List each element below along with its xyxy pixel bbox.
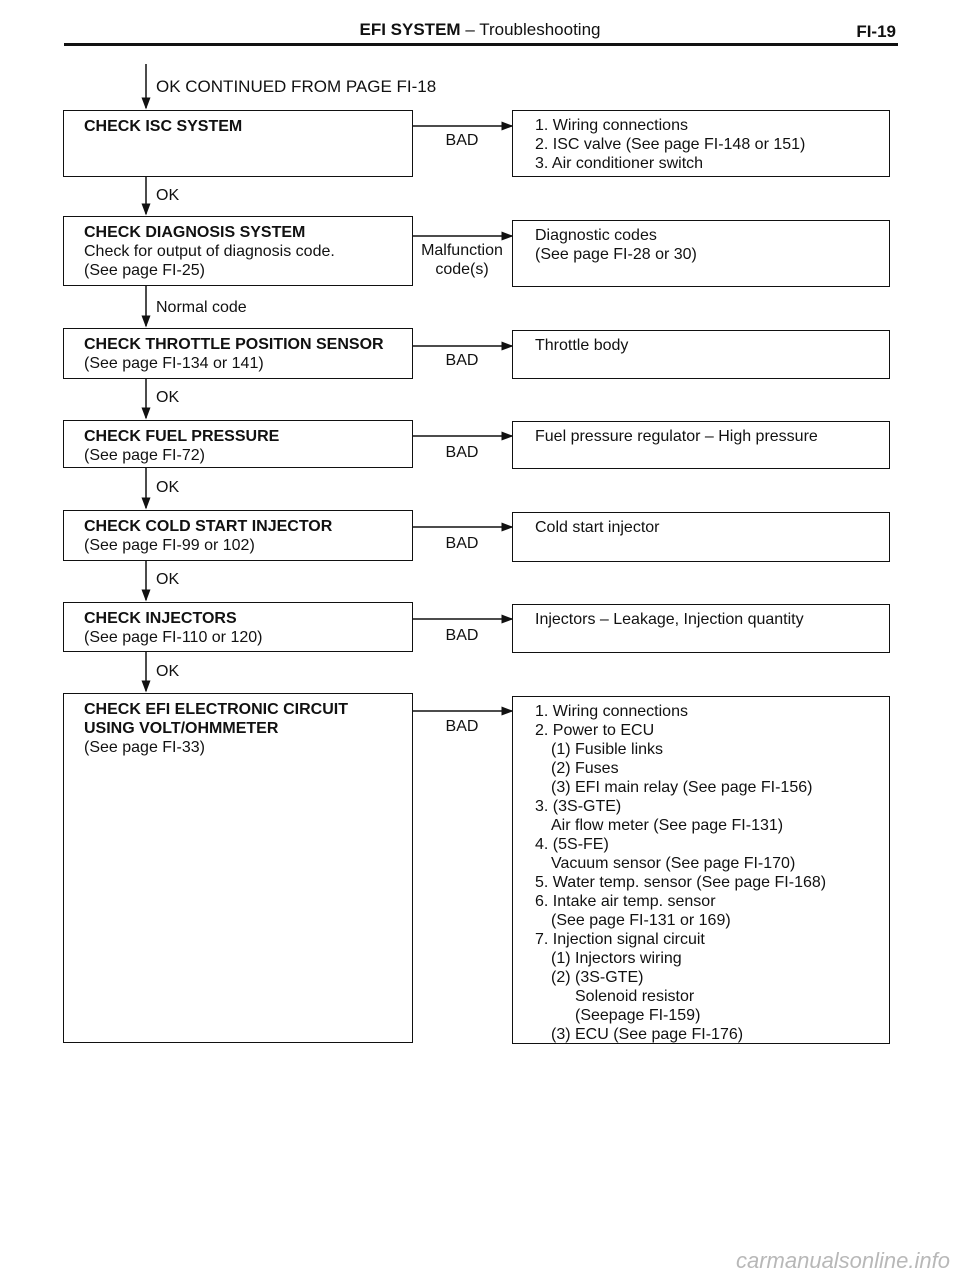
result-line: (2) (3S-GTE) bbox=[551, 969, 644, 986]
result-line: (3) EFI main relay (See page FI-156) bbox=[551, 779, 813, 796]
connector-label: OK bbox=[156, 187, 180, 204]
result-line: 2. Power to ECU bbox=[535, 722, 655, 739]
result-line: 1. Wiring connections bbox=[535, 117, 688, 134]
result-line: 6. Intake air temp. sensor bbox=[535, 893, 716, 910]
check-title: CHECK INJECTORS bbox=[84, 610, 237, 627]
check-injectors bbox=[63, 602, 413, 652]
result-line: Vacuum sensor (See page FI-170) bbox=[551, 855, 796, 872]
branch-label: BAD bbox=[445, 444, 479, 461]
result-line: 3. Air conditioner switch bbox=[535, 155, 704, 172]
result-fuel-pressure-regulator bbox=[512, 421, 890, 469]
connector-label: OK bbox=[156, 389, 180, 406]
branch-label: code(s) bbox=[435, 261, 489, 278]
branch-label: BAD bbox=[445, 718, 479, 735]
check-title: CHECK DIAGNOSIS SYSTEM bbox=[84, 224, 306, 241]
check-title: CHECK EFI ELECTRONIC CIRCUIT bbox=[84, 701, 348, 718]
watermark: carmanualsonline.info bbox=[735, 1248, 950, 1273]
result-line: (See page FI-131 or 169) bbox=[551, 912, 731, 929]
continued-label: OK CONTINUED FROM PAGE FI-18 bbox=[156, 77, 437, 96]
result-diagnostic-codes bbox=[512, 220, 890, 287]
check-line: (See page FI-110 or 120) bbox=[84, 629, 263, 646]
check-title: CHECK COLD START INJECTOR bbox=[84, 518, 333, 535]
header-separator: – bbox=[465, 20, 475, 39]
check-line: (See page FI-33) bbox=[84, 739, 205, 756]
check-fuel-pressure bbox=[63, 420, 413, 468]
result-cold-start-injector bbox=[512, 512, 890, 562]
result-throttle-body bbox=[512, 330, 890, 379]
result-injectors bbox=[512, 604, 890, 653]
result-line: Cold start injector bbox=[535, 519, 660, 536]
result-line: Throttle body bbox=[535, 337, 629, 354]
result-line: 2. ISC valve (See page FI-148 or 151) bbox=[535, 136, 806, 153]
check-line: Check for output of diagnosis code. bbox=[84, 243, 335, 260]
result-line: Fuel pressure regulator – High pressure bbox=[535, 428, 818, 445]
page-number: FI-19 bbox=[856, 22, 896, 41]
check-diagnosis-system bbox=[63, 216, 413, 286]
result-line: (1) Fusible links bbox=[551, 741, 664, 758]
check-line: (See page FI-134 or 141) bbox=[84, 355, 264, 372]
result-isc bbox=[512, 110, 890, 177]
result-line: 3. (3S-GTE) bbox=[535, 798, 622, 815]
branch-label: BAD bbox=[445, 535, 479, 552]
connector-label: OK bbox=[156, 479, 180, 496]
result-line: Air flow meter (See page FI-131) bbox=[551, 817, 784, 834]
branch-label: BAD bbox=[445, 132, 479, 149]
result-line: Injectors – Leakage, Injection quantity bbox=[535, 611, 804, 628]
check-line: (See page FI-25) bbox=[84, 262, 205, 279]
header-section: Troubleshooting bbox=[479, 20, 601, 39]
result-line: (3) ECU (See page FI-176) bbox=[551, 1026, 744, 1043]
check-title: CHECK ISC SYSTEM bbox=[84, 118, 243, 135]
branch-label: Malfunction bbox=[421, 242, 503, 259]
header-system: EFI SYSTEM bbox=[359, 20, 461, 39]
check-line: (See page FI-72) bbox=[84, 447, 205, 464]
check-title: CHECK FUEL PRESSURE bbox=[84, 428, 280, 445]
result-line: 1. Wiring connections bbox=[535, 703, 688, 720]
result-efi-circuit bbox=[512, 696, 890, 1044]
result-line: 7. Injection signal circuit bbox=[535, 931, 705, 948]
result-line: 4. (5S-FE) bbox=[535, 836, 609, 853]
connector-label: OK bbox=[156, 663, 180, 680]
check-line: (See page FI-99 or 102) bbox=[84, 537, 255, 554]
result-line: Solenoid resistor bbox=[575, 988, 695, 1005]
check-title: CHECK THROTTLE POSITION SENSOR bbox=[84, 336, 384, 353]
result-line: (1) Injectors wiring bbox=[551, 950, 682, 967]
result-line: (Seepage FI-159) bbox=[575, 1007, 701, 1024]
check-isc-system bbox=[63, 110, 413, 177]
check-efi-electronic-circuit bbox=[63, 693, 413, 1043]
connector-label: OK bbox=[156, 571, 180, 588]
check-throttle-position-sensor bbox=[63, 328, 413, 379]
result-line: (See page FI-28 or 30) bbox=[535, 246, 697, 263]
result-line: Diagnostic codes bbox=[535, 227, 657, 244]
check-title: USING VOLT/OHMMETER bbox=[84, 720, 279, 737]
result-line: 5. Water temp. sensor (See page FI-168) bbox=[535, 874, 827, 891]
branch-label: BAD bbox=[445, 352, 479, 369]
check-cold-start-injector bbox=[63, 510, 413, 561]
connector-label: Normal code bbox=[156, 299, 247, 316]
result-line: (2) Fuses bbox=[551, 760, 619, 777]
branch-label: BAD bbox=[445, 627, 479, 644]
